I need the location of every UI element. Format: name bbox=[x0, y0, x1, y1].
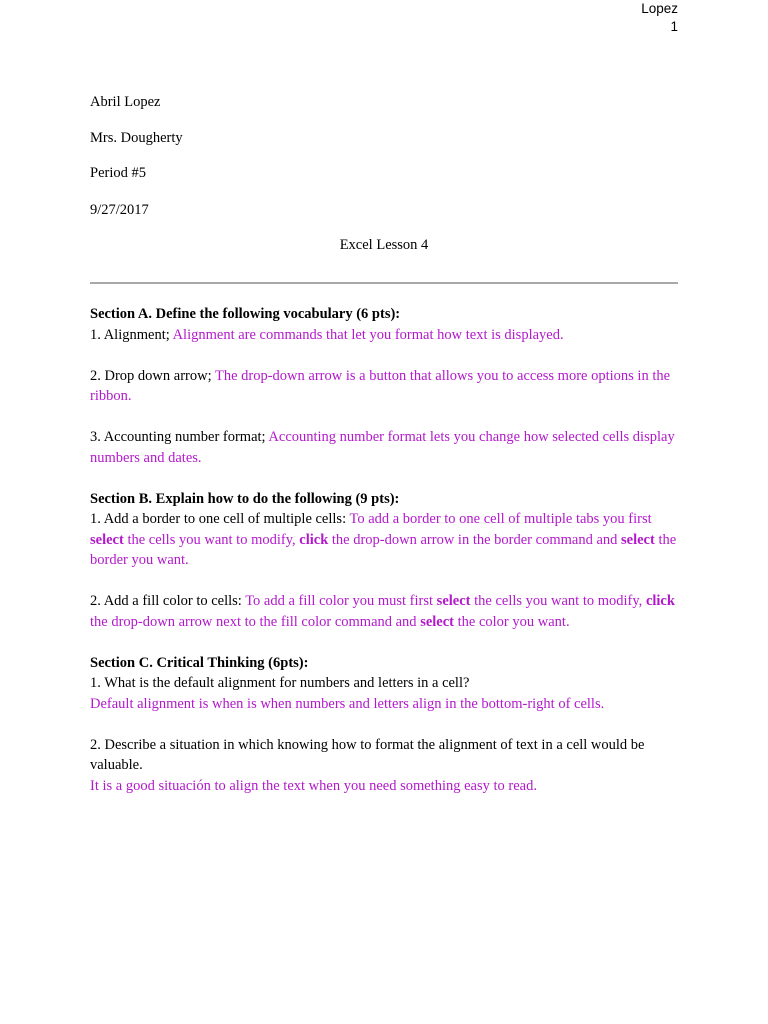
section-b-q2-answer-part: To add a fill color you must first bbox=[245, 593, 437, 609]
keyword-click: click bbox=[645, 593, 675, 609]
horizontal-rule bbox=[90, 282, 678, 284]
class-period: Period #5 bbox=[90, 165, 146, 181]
student-name: Abril Lopez bbox=[90, 94, 161, 110]
section-a-heading: Section A. Define the following vocabulary (6 pts): bbox=[90, 306, 401, 322]
section-b-q1-answer-part: To add a border to one cell of multiple tabs you first bbox=[349, 511, 652, 527]
section-b-q2-answer-part: the color you want. bbox=[454, 613, 570, 630]
teacher-name: Mrs. Dougherty bbox=[90, 130, 183, 146]
section-a-question-1 bbox=[90, 325, 680, 346]
section-c-q1-prompt: 1. What is the default alignment for numbers and letters in a cell? bbox=[90, 675, 470, 691]
page-header bbox=[641, 0, 678, 36]
section-b-q2-answer-part: the drop-down arrow next to the fill color command and bbox=[90, 613, 421, 630]
section-a-q1-answer: Alignment are commands that let you format how text is displayed. bbox=[172, 326, 564, 343]
section-a-q2-answer: The drop-down arrow is a button that allows you to access more options in the ribbon. bbox=[90, 367, 671, 404]
section-b-q1-answer-part: the cells you want to modify, bbox=[123, 531, 300, 548]
section-b-question-1 bbox=[90, 509, 680, 571]
section-b-q2-prompt: 2. Add a fill color to cells: bbox=[90, 593, 246, 609]
keyword-select: select bbox=[436, 593, 471, 609]
keyword-select: select bbox=[621, 531, 655, 548]
document-date: 9/27/2017 bbox=[90, 202, 149, 218]
section-c-q2-answer: It is a good situación to align the text when you need something easy to read. bbox=[90, 777, 537, 794]
section-b-q2-answer-part: the cells you want to modify, bbox=[470, 593, 646, 609]
document-title: Excel Lesson 4 bbox=[339, 237, 429, 253]
keyword-click: click bbox=[299, 531, 329, 548]
section-a-question-3 bbox=[90, 427, 680, 468]
section-a-q1-prompt: 1. Alignment; bbox=[90, 326, 173, 343]
section-b-q1-prompt: 1. Add a border to one cell of multiple cells: bbox=[90, 511, 350, 527]
section-a-q3-prompt: 3. Accounting number format; bbox=[90, 429, 269, 445]
section-b-q1-answer-part: the drop-down arrow in the border command and bbox=[328, 531, 621, 548]
section-a-question-2 bbox=[90, 366, 680, 407]
section-b-heading: Section B. Explain how to do the following (9 pts): bbox=[90, 490, 400, 507]
document-body bbox=[90, 304, 680, 796]
keyword-select: select bbox=[90, 531, 124, 548]
section-c-heading: Section C. Critical Thinking (6pts): bbox=[90, 654, 309, 671]
section-c-q1-answer: Default alignment is when is when numbers and letters align in the bottom-right of cells. bbox=[90, 695, 605, 712]
section-a-q2-prompt: 2. Drop down arrow; bbox=[90, 367, 215, 384]
header-page-number: 1 bbox=[670, 19, 678, 34]
section-a-q3-answer: Accounting number format lets you change how selected cells display numbers and dates. bbox=[90, 429, 675, 466]
section-c-q2-prompt: 2. Describe a situation in which knowing how to format the alignment of text in a cell would be valuable. bbox=[90, 736, 645, 773]
keyword-select: select bbox=[420, 613, 454, 630]
header-last-name: Lopez bbox=[641, 1, 678, 16]
section-b-question-2 bbox=[90, 591, 680, 632]
section-b-q1-answer-part: the border you want. bbox=[90, 531, 677, 568]
